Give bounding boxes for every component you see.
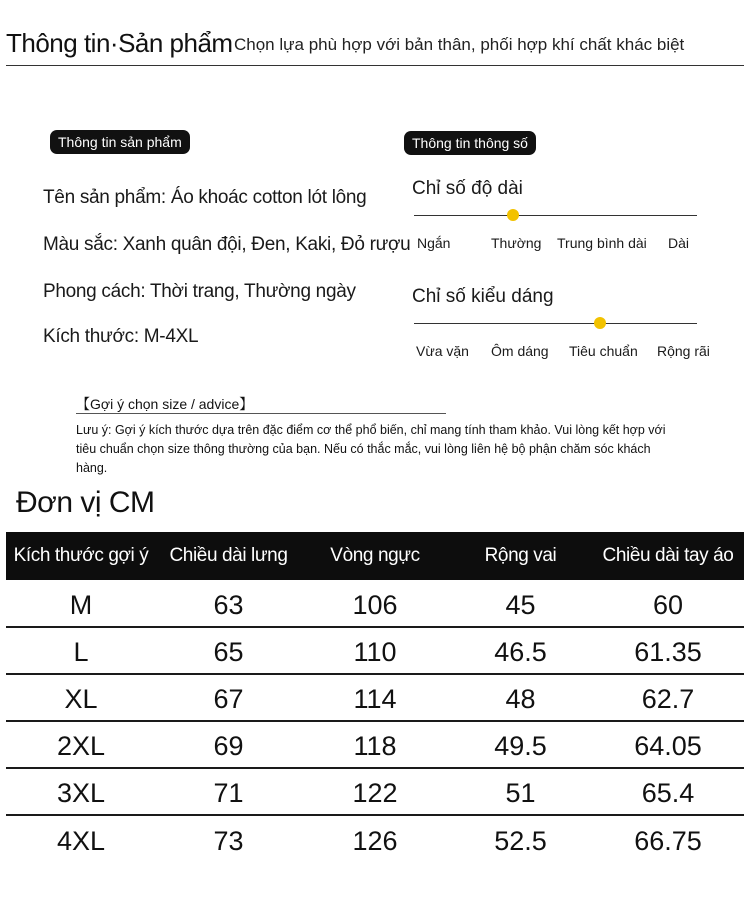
chest-cell: 118	[301, 721, 449, 768]
fit-label-slim: Ôm dáng	[491, 343, 549, 359]
product-style-line: Phong cách: Thời trang, Thường ngày	[43, 281, 356, 302]
table-row	[6, 674, 744, 721]
chest-cell: 110	[301, 627, 449, 674]
length-label-long: Dài	[668, 235, 690, 251]
page-title: Thông tin·Sản phẩm	[6, 28, 233, 58]
table-header-row	[6, 532, 744, 580]
back-length-cell: 69	[156, 721, 301, 768]
advice-title: 【Gợi ý chọn size / advice】	[76, 396, 254, 412]
shoulder-cell: 46.5	[449, 627, 592, 674]
length-scale-marker	[507, 209, 519, 221]
shoulder-cell: 49.5	[449, 721, 592, 768]
sleeve-length-cell: 66.75	[634, 825, 702, 856]
size-chart-table	[6, 532, 744, 862]
product-size-line: Kích thước: M-4XL	[43, 326, 199, 347]
page-header	[6, 28, 744, 66]
advice-text: Lưu ý: Gợi ý kích thước dựa trên đặc điểm cơ thể phổ biến, chỉ mang tính tham khảo. Vui lòng kết hợp với tiêu chuẩn chọn size thông thường của bạn. Nếu có thắc mắc, vui lòng liên hệ bộ phận chăm sóc khách hàng.	[76, 423, 666, 475]
size-cell: M	[6, 580, 156, 627]
sleeve-length-cell: 60	[592, 580, 744, 627]
size-cell: XL	[6, 674, 156, 721]
back-length-cell: 63	[156, 580, 301, 627]
unit-title: Đơn vị CM	[16, 486, 155, 519]
product-info-badge: Thông tin sản phẩm	[50, 130, 190, 154]
sleeve-length-cell: 64.05	[592, 721, 744, 768]
size-cell: 4XL	[56, 825, 106, 856]
back-length-cell: 67	[156, 674, 301, 721]
header-chest: Vòng ngực	[301, 532, 449, 580]
product-name-line: Tên sản phẩm: Áo khoác cotton lót lông	[43, 187, 367, 208]
page-subtitle: Chọn lựa phù hợp với bản thân, phối hợp khí chất khác biệt	[234, 35, 685, 54]
header-back-length: Chiều dài lưng	[156, 532, 301, 580]
back-length-cell: 65	[156, 627, 301, 674]
fit-index-title: Chỉ số kiểu dáng	[412, 286, 554, 307]
header-size: Kích thước gợi ý	[6, 532, 156, 580]
header-sleeve-length: Chiều dài tay áo	[592, 532, 744, 580]
shoulder-cell: 52.5	[494, 825, 547, 856]
fit-label-standard: Tiêu chuẩn	[569, 343, 638, 359]
table-row	[6, 768, 744, 815]
length-index-title: Chỉ số độ dài	[412, 178, 523, 199]
size-cell: 3XL	[6, 768, 156, 815]
length-scale-line	[414, 215, 697, 216]
length-label-medium-long: Trung bình dài	[557, 235, 647, 251]
sleeve-length-cell: 61.35	[592, 627, 744, 674]
header-shoulder: Rộng vai	[449, 532, 592, 580]
chest-cell: 122	[301, 768, 449, 815]
table-row	[6, 721, 744, 768]
advice-divider	[76, 413, 446, 414]
chest-cell: 106	[301, 580, 449, 627]
size-cell: 2XL	[6, 721, 156, 768]
shoulder-cell: 51	[449, 768, 592, 815]
back-length-cell: 73	[213, 825, 244, 856]
fit-scale-marker	[594, 317, 606, 329]
length-label-short: Ngắn	[417, 235, 451, 251]
table-row	[6, 627, 744, 674]
back-length-cell: 71	[156, 768, 301, 815]
table-row	[6, 815, 744, 862]
chest-cell: 126	[352, 825, 398, 856]
spec-info-badge: Thông tin thông số	[404, 131, 536, 155]
fit-label-fitted: Vừa vặn	[416, 343, 469, 359]
chest-cell: 114	[301, 674, 449, 721]
fit-label-loose: Rộng rãi	[657, 343, 710, 359]
length-label-regular: Thường	[491, 235, 542, 251]
product-color-line: Màu sắc: Xanh quân đội, Đen, Kaki, Đỏ rượu	[43, 234, 411, 255]
size-cell: L	[6, 627, 156, 674]
shoulder-cell: 48	[449, 674, 592, 721]
sleeve-length-cell: 65.4	[592, 768, 744, 815]
fit-scale-line	[414, 323, 697, 324]
shoulder-cell: 45	[449, 580, 592, 627]
sleeve-length-cell: 62.7	[592, 674, 744, 721]
table-row	[6, 580, 744, 627]
